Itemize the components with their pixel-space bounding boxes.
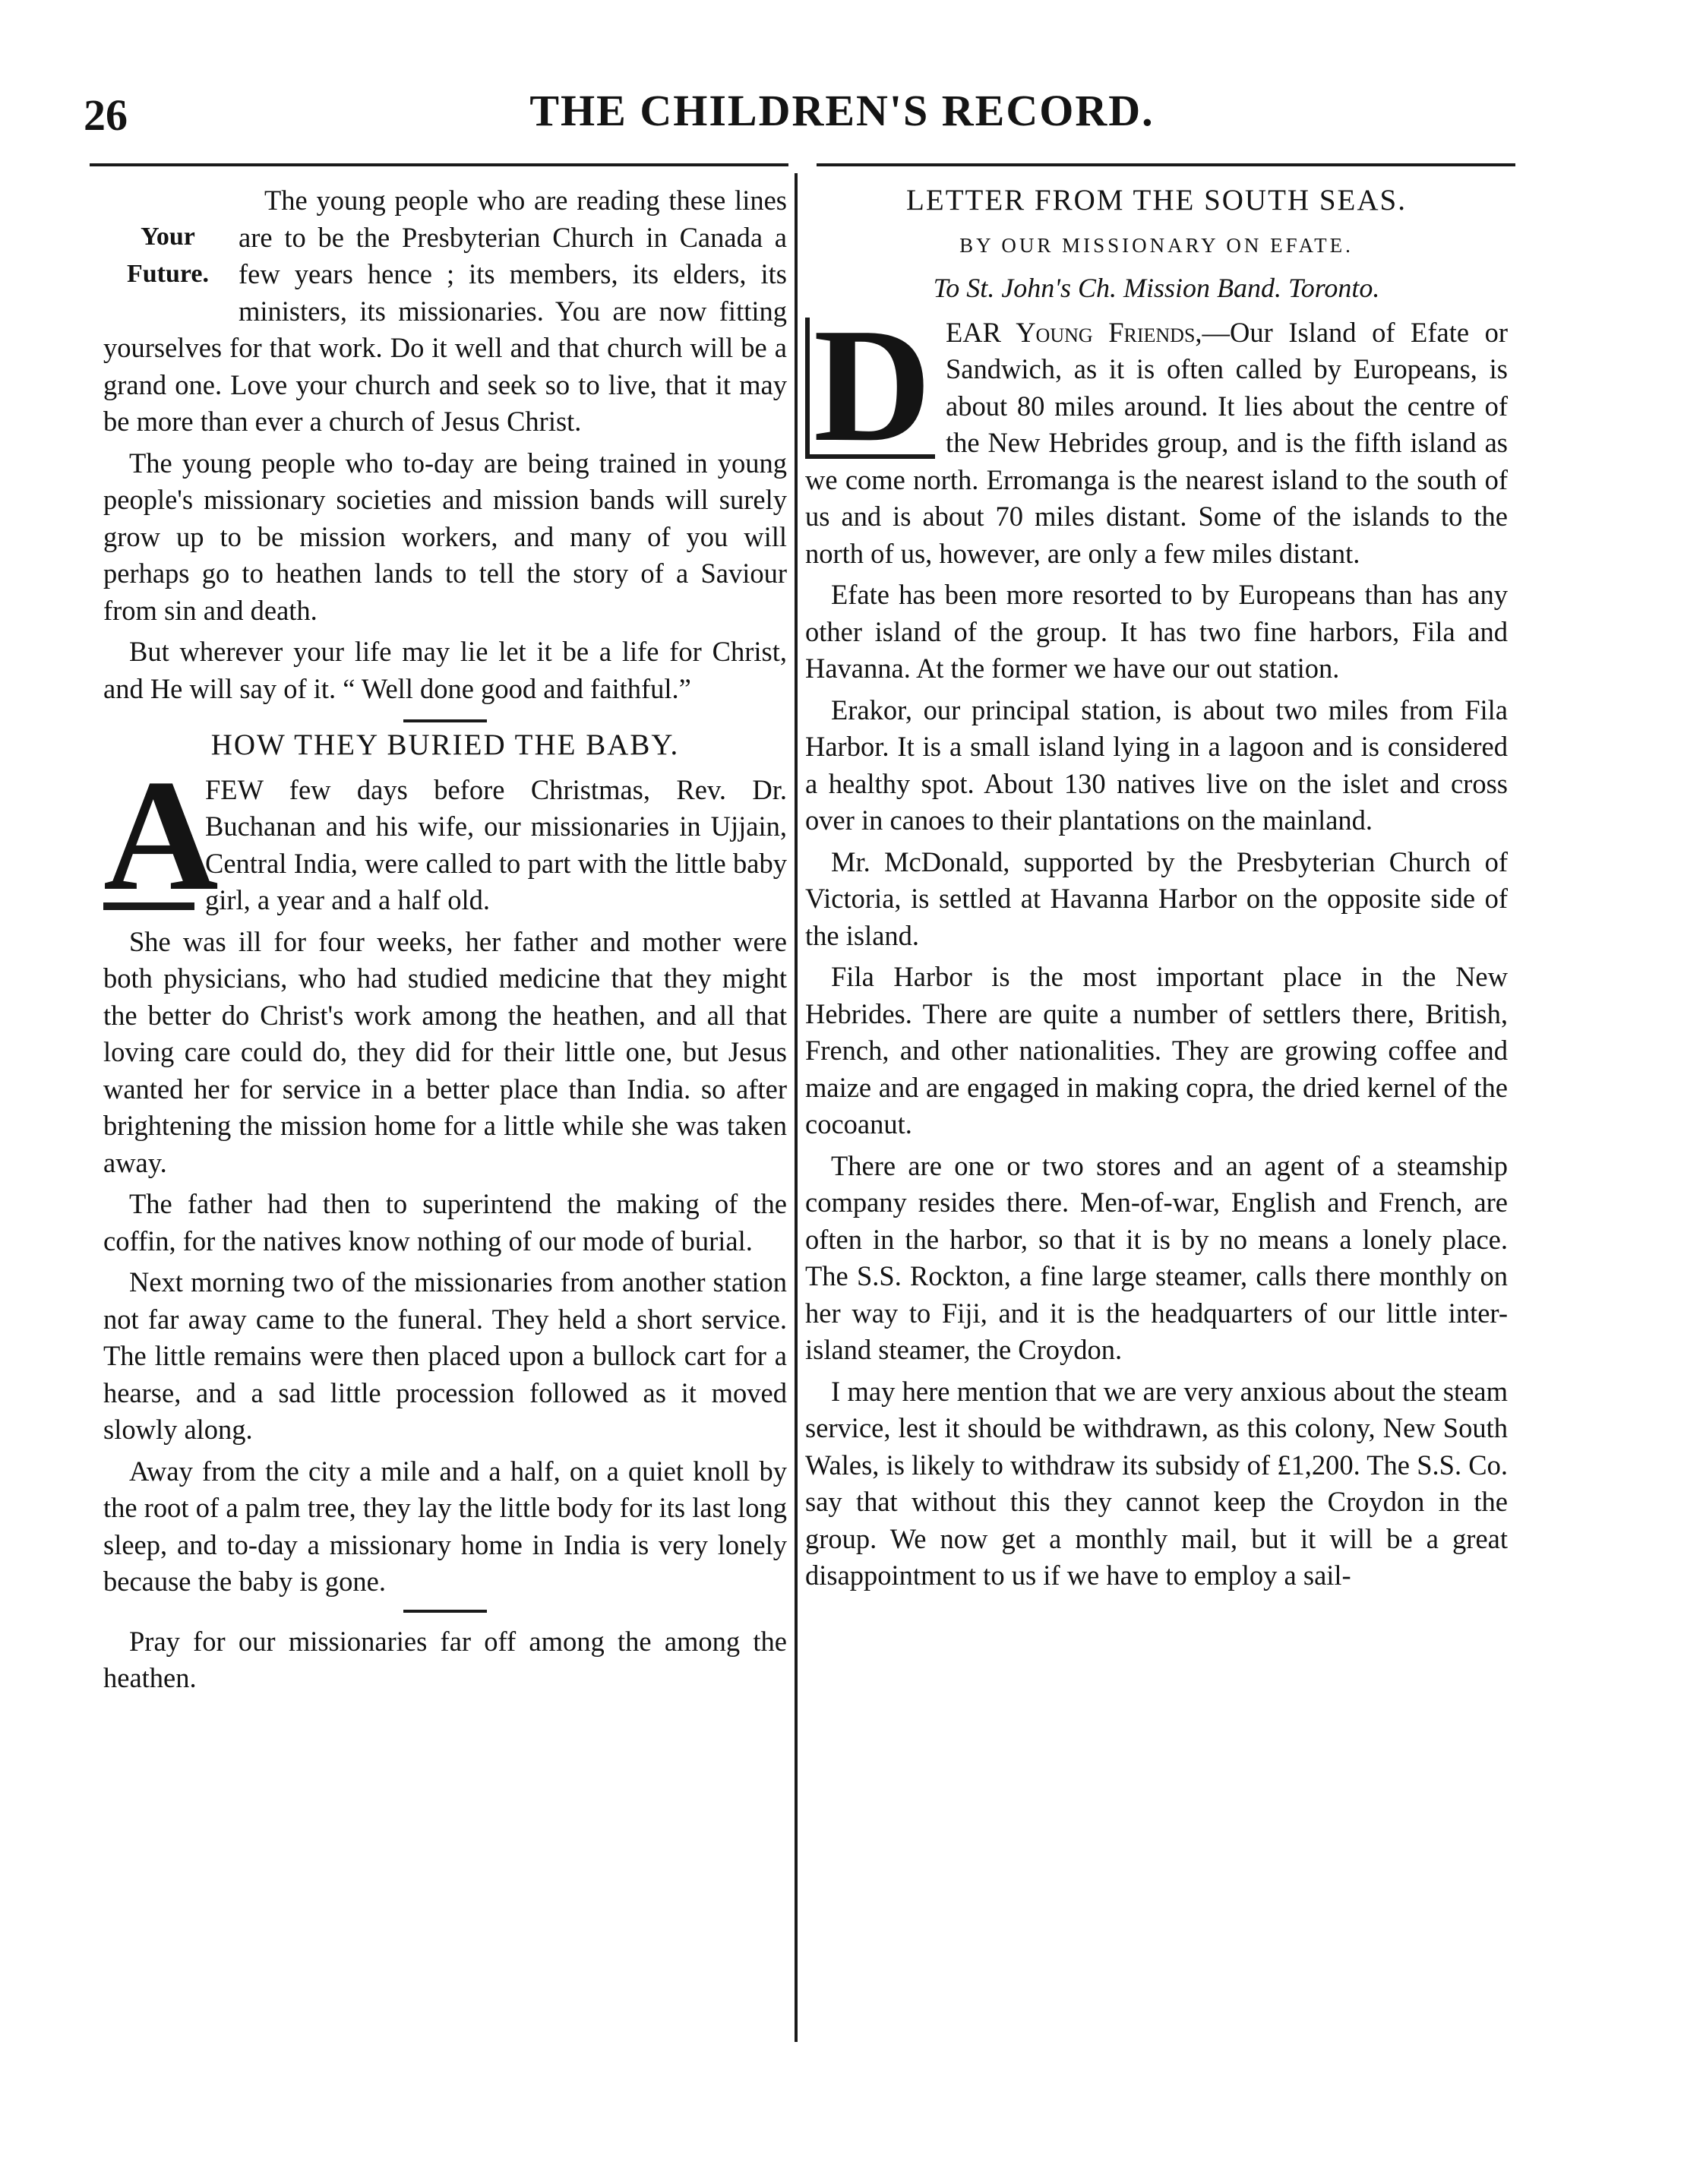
left-column <box>103 182 787 1702</box>
paragraph-text: —Our Island of Efate or Sandwich, as it is often called by Europeans, is about 80 miles around. It lies about the centre of the New Hebrides group, and is the fifth island as we come north. Erromanga is the nearest island to the south of us and is about 70 miles distant. Some of the islands to the north of us, however, are only a few miles distant. <box>805 316 1508 569</box>
dedication: To St. John's Ch. Mission Band. Toronto. <box>933 273 1380 303</box>
paragraph: Mr. McDonald, supported by the Presbyterian Church of Victoria, is settled at Havanna Harbor on the opposite side of the island. <box>805 845 1508 951</box>
your-future-paragraph: The young people who are reading these lines are to be the Presbyterian Church in Canada a few years hence ; its members, its elders, its ministers, its missionaries. You are now fitting yourselves for that work. Do it well and that church will be a grand one. Love your church and seek so to live, that it may be more than ever a church of Jesus Christ. <box>103 185 787 437</box>
paragraph: Erakor, our principal station, is about two miles from Fila Harbor. It is a small island lying in a lagoon and is considered a healthy spot. About 130 natives live on the islet and cross over in canoes to their plantations on the mainland. <box>805 694 1508 836</box>
column-divider <box>795 173 798 2042</box>
byline: BY OUR MISSIONARY ON EFATE. <box>959 233 1354 257</box>
paragraph: FEW few days before Christmas, Rev. Dr. Buchanan and his wife, our missionaries in Ujjain, Central India, were called to part with the little baby girl, a year and a half old. <box>205 773 787 915</box>
paragraph: Next morning two of the missionaries from another station not far away came to the funeral. They held a short service. The little remains were then placed upon a bullock cart for a hearse, and a sad little procession followed as it moved slowly along. <box>103 1266 787 1445</box>
article-heading: HOW THEY BURIED THE BABY. <box>210 729 680 761</box>
section-divider <box>403 719 487 722</box>
header-rule-right <box>817 163 1515 166</box>
salutation: EAR Young Friends, <box>946 316 1202 348</box>
page-number: 26 <box>84 90 128 140</box>
paragraph: She was ill for four weeks, her father and mother were both physicians, who had studied medicine that they might the better do Christ's work among the heathen, and all that loving care could do, they did for their little one, but Jesus wanted her for service in a better place than India. so after brightening the mission home for a little while she was taken away. <box>103 925 787 1178</box>
article-heading: LETTER FROM THE SOUTH SEAS. <box>906 184 1407 217</box>
header-rule-left <box>90 163 788 166</box>
section-sidehead: Your Future. <box>127 223 209 288</box>
paragraph: The young people who to-day are being trained in young people's missionary societies and mission bands will surely grow up to be mission workers, and many of you will perhaps go to heathen lands to tell the story of a Saviour from sin and death. <box>103 447 787 626</box>
paragraph: The father had then to superintend the making of the coffin, for the natives know nothing of our mode of burial. <box>103 1188 787 1256</box>
paragraph: Away from the city a mile and a half, on a quiet knoll by the root of a palm tree, they lay the little body for its last long sleep, and to-day a missionary home in India is very lonely because the baby is gone. <box>103 1455 787 1597</box>
paragraph: But wherever your life may lie let it be a life for Christ, and He will say of it. “ Well done good and faithful.” <box>103 636 787 704</box>
drop-cap: A <box>103 747 219 924</box>
paragraph: There are one or two stores and an agent of a steamship company resides there. Men-of-war, English and French, are often in the harbor, so that it is by no means a lonely place. The S.S. Rockton, a fine large steamer, calls there monthly on her way to Fiji, and it is the headquarters of our little inter-island steamer, the Croydon. <box>805 1149 1508 1365</box>
drop-cap: D <box>805 318 935 459</box>
page-title: THE CHILDREN'S RECORD. <box>529 86 1155 135</box>
paragraph: Fila Harbor is the most important place in the New Hebrides. There are quite a number of settlers there, British, French, and other nationalities. They are growing coffee and maize and are engaged in making copra, the dried kernel of the cocoanut. <box>805 961 1508 1139</box>
right-column <box>805 182 1508 1599</box>
section-divider <box>403 1610 487 1613</box>
paragraph: Efate has been more resorted to by Europeans than has any other island of the group. It has two fine harbors, Fila and Havanna. At the former we have our out station. <box>805 579 1508 684</box>
paragraph: Pray for our missionaries far off among the among the heathen. <box>103 1625 787 1693</box>
paragraph: I may here mention that we are very anxious about the steam service, lest it should be withdrawn, as this colony, New South Wales, is likely to withdraw its subsidy of £1,200. The S.S. Co. say that without this they cannot keep the Croydon in the group. We now get a monthly mail, but it will be a great disappointment to us if we have to employ a sail- <box>805 1375 1508 1591</box>
